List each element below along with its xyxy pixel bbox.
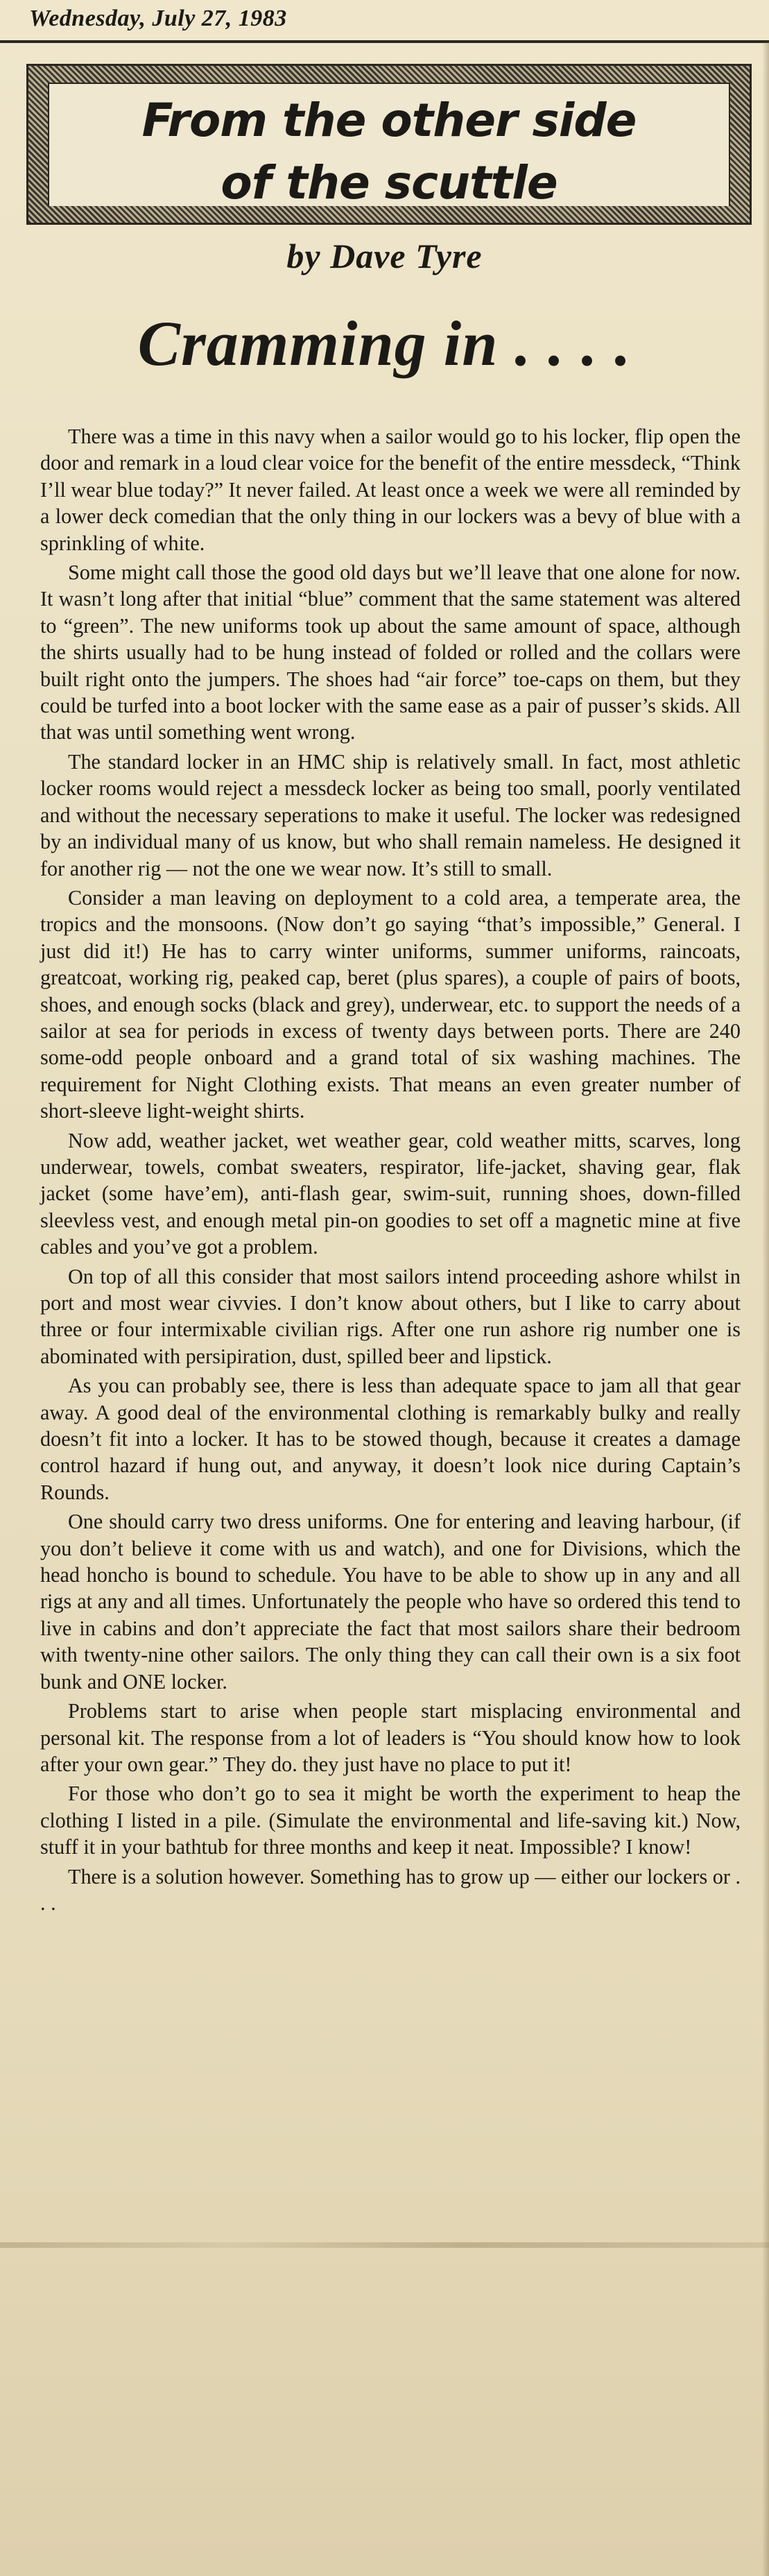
paragraph: As you can probably see, there is less than adequate space to jam all that gear away. A good deal of the environmental clothing is remarkably bulky and really doesn’t fit into a locker. It has to be stowed though, because it creates a damage control hazard if hung out, and anyway, it doesn’t look nice during Captain’s Rounds. (40, 1374, 741, 1504)
article-body (40, 423, 741, 1919)
byline: by Dave Tyre (286, 237, 483, 275)
column-banner (26, 64, 752, 225)
paragraph: Now add, weather jacket, wet weather gear, cold weather mitts, scarves, long underwear, towels, combat sweaters, respirator, life-jacket, shaving gear, flak jacket (some have’em), anti-flash gear, swim-suit, running shoes, down-filled sleevless vest, and enough metal pin-on goodies to set off a magnetic mine at five cables and you’ve got a problem. (40, 1128, 741, 1259)
paragraph: One should carry two dress uniforms. One for entering and leaving harbour, (if you don’t believe it come with us and watch), and one for Divisions, which the head honcho is bound to schedule. You have to be able to show up in any and all rigs at any and all times. Unfortunately the people who have so ordered this tend to live in cabins and don’t appreciate the fact that most sailors share their bedroom with twenty-nine other sailors. The only thing they can call their own is a six foot bunk and ONE locker. (40, 1510, 741, 1694)
paragraph: There was a time in this navy when a sailor would go to his locker, flip open the door and remark in a loud clear voice for the benefit of the entire messdeck, “Think I’ll wear blue today?” It never failed. At least once a week we were all reminded by a lower deck comedian that the only thing in our lockers was a bevy of blue with a sprinkling of white. (40, 425, 741, 555)
column-banner-panel (48, 83, 730, 210)
column-title-line-1: From the other side (49, 98, 729, 144)
paper-edge-shadow (762, 42, 769, 2576)
paragraph: Problems start to arise when people start misplacing environmental and personal kit. The response from a lot of leaders is “You should know how to look after your own gear.” They do. they just have no place to put it! (40, 1699, 741, 1776)
paper-fold-line (0, 2242, 769, 2248)
paragraph: On top of all this consider that most sailors intend proceeding ashore whilst in port and most wear civvies. I don’t know about others, but I like to carry about three or four intermixable civilian rigs. After one run ashore rig number one is abominated with persipiration, dust, spilled beer and lipstick. (40, 1264, 741, 1368)
paragraph: For those who don’t go to sea it might be worth the experiment to heap the clothing I listed in a pile. (Simulate the environmental and life-saving kit.) Now, stuff it in your bathtub for three months and keep it neat. Impossible? I know! (40, 1782, 741, 1859)
paragraph: Some might call those the good old days but we’ll leave that one alone for now. It wasn’t long after that initial “blue” comment that the same statement was altered to “green”. The new uniforms took up about the same amount of space, although the shirts usually had to be hung instead of folded or rolled and the collars were built right onto the jumpers. The shoes had “air force” toe-caps on them, but they could be turfed into a boot locker with the same ease as a pair of pusser’s skids. All that was until something went wrong. (40, 561, 741, 744)
paragraph: Consider a man leaving on deployment to a cold area, a temperate area, the tropics and the monsoons. (Now don’t go saying “that’s impossible,” General. I just did it!) He has to carry winter uniforms, summer uniforms, raincoats, greatcoat, working rig, peaked cap, beret (plus spares), a couple of pairs of boots, shoes, and enough socks (black and grey), underwear, etc. to support the needs of a sailor at sea for periods in excess of twenty days between ports. There are 240 some-odd people onboard and a grand total of six washing machines. The requirement for Night Clothing exists. That means an even greater number of short-sleeve light-weight shirts. (40, 885, 741, 1123)
column-title-line-2: of the scuttle (49, 160, 729, 206)
dateline-rule (0, 40, 769, 43)
headline: Cramming in . . . . (137, 308, 632, 379)
dateline: Wednesday, July 27, 1983 (29, 6, 287, 31)
paragraph: The standard locker in an HMC ship is relatively small. In fact, most athletic locker rooms would reject a messdeck locker as being too small, poorly ventilated and without the necessary seperations to make it useful. The locker was redesigned by an individual many of us know, but who shall remain nameless. He designed it for another rig — not the one we wear now. It’s still to small. (40, 749, 741, 880)
paragraph: There is a solution however. Something has to grow up — either our lockers or . . . (40, 1864, 741, 1915)
